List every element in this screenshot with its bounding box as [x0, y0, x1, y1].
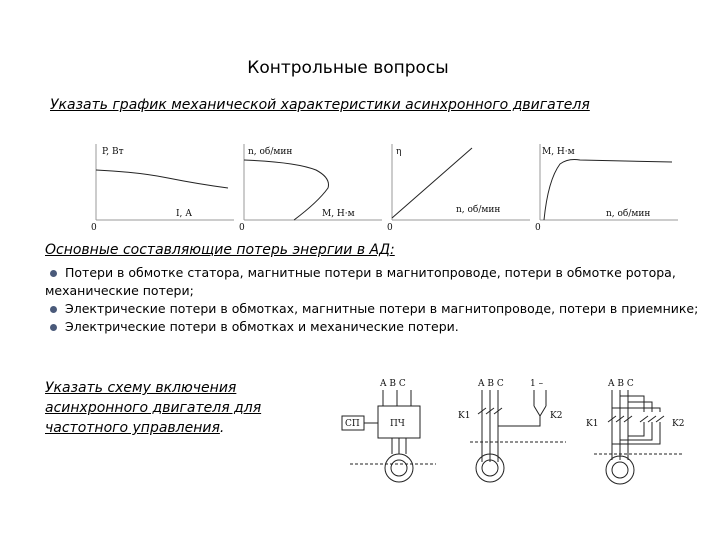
graph-2-xlabel: M, Н·м	[322, 209, 355, 219]
graph-3-xlabel: n, об/мин	[456, 205, 501, 215]
graph-4-ylabel: M, Н·м	[542, 147, 575, 157]
graph-4-svg	[532, 140, 682, 232]
scheme-3-reversing[interactable]	[584, 372, 694, 492]
graph-efficiency-speed[interactable]	[384, 140, 534, 232]
graph-3-ylabel: η	[396, 147, 402, 157]
question-2-end: .	[219, 420, 225, 436]
graph-2-origin: 0	[239, 223, 245, 232]
scheme-1-svg	[336, 372, 446, 492]
losses-option-2[interactable]	[45, 300, 700, 318]
graph-torque-speed[interactable]	[532, 140, 682, 232]
scheme-1-converter: ПЧ	[390, 419, 405, 429]
page-title: Контрольные вопросы	[247, 58, 449, 78]
scheme-2-dc: 1 –	[530, 379, 544, 389]
graph-1-origin: 0	[91, 223, 97, 232]
graph-2-svg	[236, 140, 386, 232]
scheme-2-phases: A B C	[478, 379, 504, 389]
graph-speed-torque[interactable]	[236, 140, 386, 232]
scheme-3-svg	[584, 372, 694, 492]
graph-1-ylabel: P, Вт	[102, 147, 124, 157]
losses-options	[45, 264, 700, 336]
graph-4-origin: 0	[535, 223, 541, 232]
scheme-3-phases: A B C	[608, 379, 634, 389]
losses-option-3-text: Электрические потери в обмотках и механические потери.	[65, 319, 459, 334]
scheme-2-k2: K2	[550, 411, 563, 421]
bullet-icon	[50, 270, 57, 277]
question-1: Указать график механической характеристики асинхронного двигателя	[50, 97, 590, 113]
scheme-1-frequency-converter[interactable]	[336, 372, 446, 492]
losses-heading: Основные составляющие потерь энергии в АД:	[45, 242, 395, 258]
losses-option-1-text: Потери в обмотке статора, магнитные потери в магнитопроводе, потери в обмотке ротора, механические потери;	[45, 265, 676, 298]
question-2-line-3: частотного управления	[45, 420, 220, 436]
bullet-icon	[50, 324, 57, 331]
graph-4-xlabel: n, об/мин	[606, 209, 651, 219]
question-2	[45, 378, 295, 438]
scheme-2-svg	[456, 372, 576, 492]
graph-3-origin: 0	[387, 223, 393, 232]
scheme-1-sensor: СП	[345, 419, 360, 429]
bullet-icon	[50, 306, 57, 313]
graph-1-svg	[88, 140, 238, 232]
scheme-2-contactor[interactable]	[456, 372, 576, 492]
graph-1-xlabel: I, А	[176, 209, 193, 219]
scheme-3-k2: K2	[672, 419, 685, 429]
losses-option-3[interactable]	[45, 318, 700, 336]
scheme-2-k1: K1	[458, 411, 471, 421]
losses-option-2-text: Электрические потери в обмотках, магнитные потери в магнитопроводе, потери в приемнике;	[65, 301, 699, 316]
graph-power-current[interactable]	[88, 140, 238, 232]
question-2-line-2: асинхронного двигателя для	[45, 400, 262, 416]
question-2-line-1: Указать схему включения	[45, 380, 237, 396]
graph-3-svg	[384, 140, 534, 232]
scheme-3-k1: K1	[586, 419, 599, 429]
scheme-1-phases: A B C	[380, 379, 406, 389]
losses-option-1[interactable]	[45, 264, 700, 300]
graph-2-ylabel: n, об/мин	[248, 147, 293, 157]
